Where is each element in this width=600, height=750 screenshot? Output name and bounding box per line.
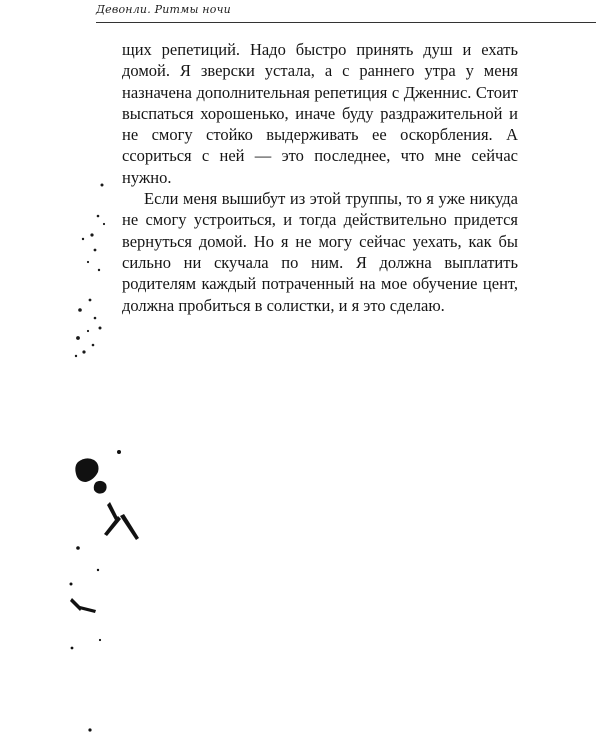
ink-speck-group-upper (75, 184, 105, 358)
paragraph-continued: щих репетиций. Надо быстро принять душ и ехать домой. Я зверски устала, а с раннего утра у меня назначена дополнительная репетиция с Дженнис. Стоит выспаться хорошенько, иначе буду раздражительной и не смогу стойко выдерживать ее оскорбления. А ссориться с ней — это последнее, что мне сейчас нужно. (122, 40, 518, 187)
running-header: Девонли. Ритмы ночи (96, 3, 231, 16)
ink-blot-group-lower (70, 450, 140, 732)
body-text (122, 39, 518, 316)
paragraph: Если меня вышибут из этой труппы, то я уже никуда не смогу устроиться, и тогда действительно придется вернуться домой. Но я не могу сейчас уехать, как бы сильно ни скучала по ним. Я должна выплатить родителям каждый потраченный на мое обучение цент, должна пробиться в солистки, и я это сделаю. (122, 189, 518, 315)
header-rule (96, 22, 596, 23)
